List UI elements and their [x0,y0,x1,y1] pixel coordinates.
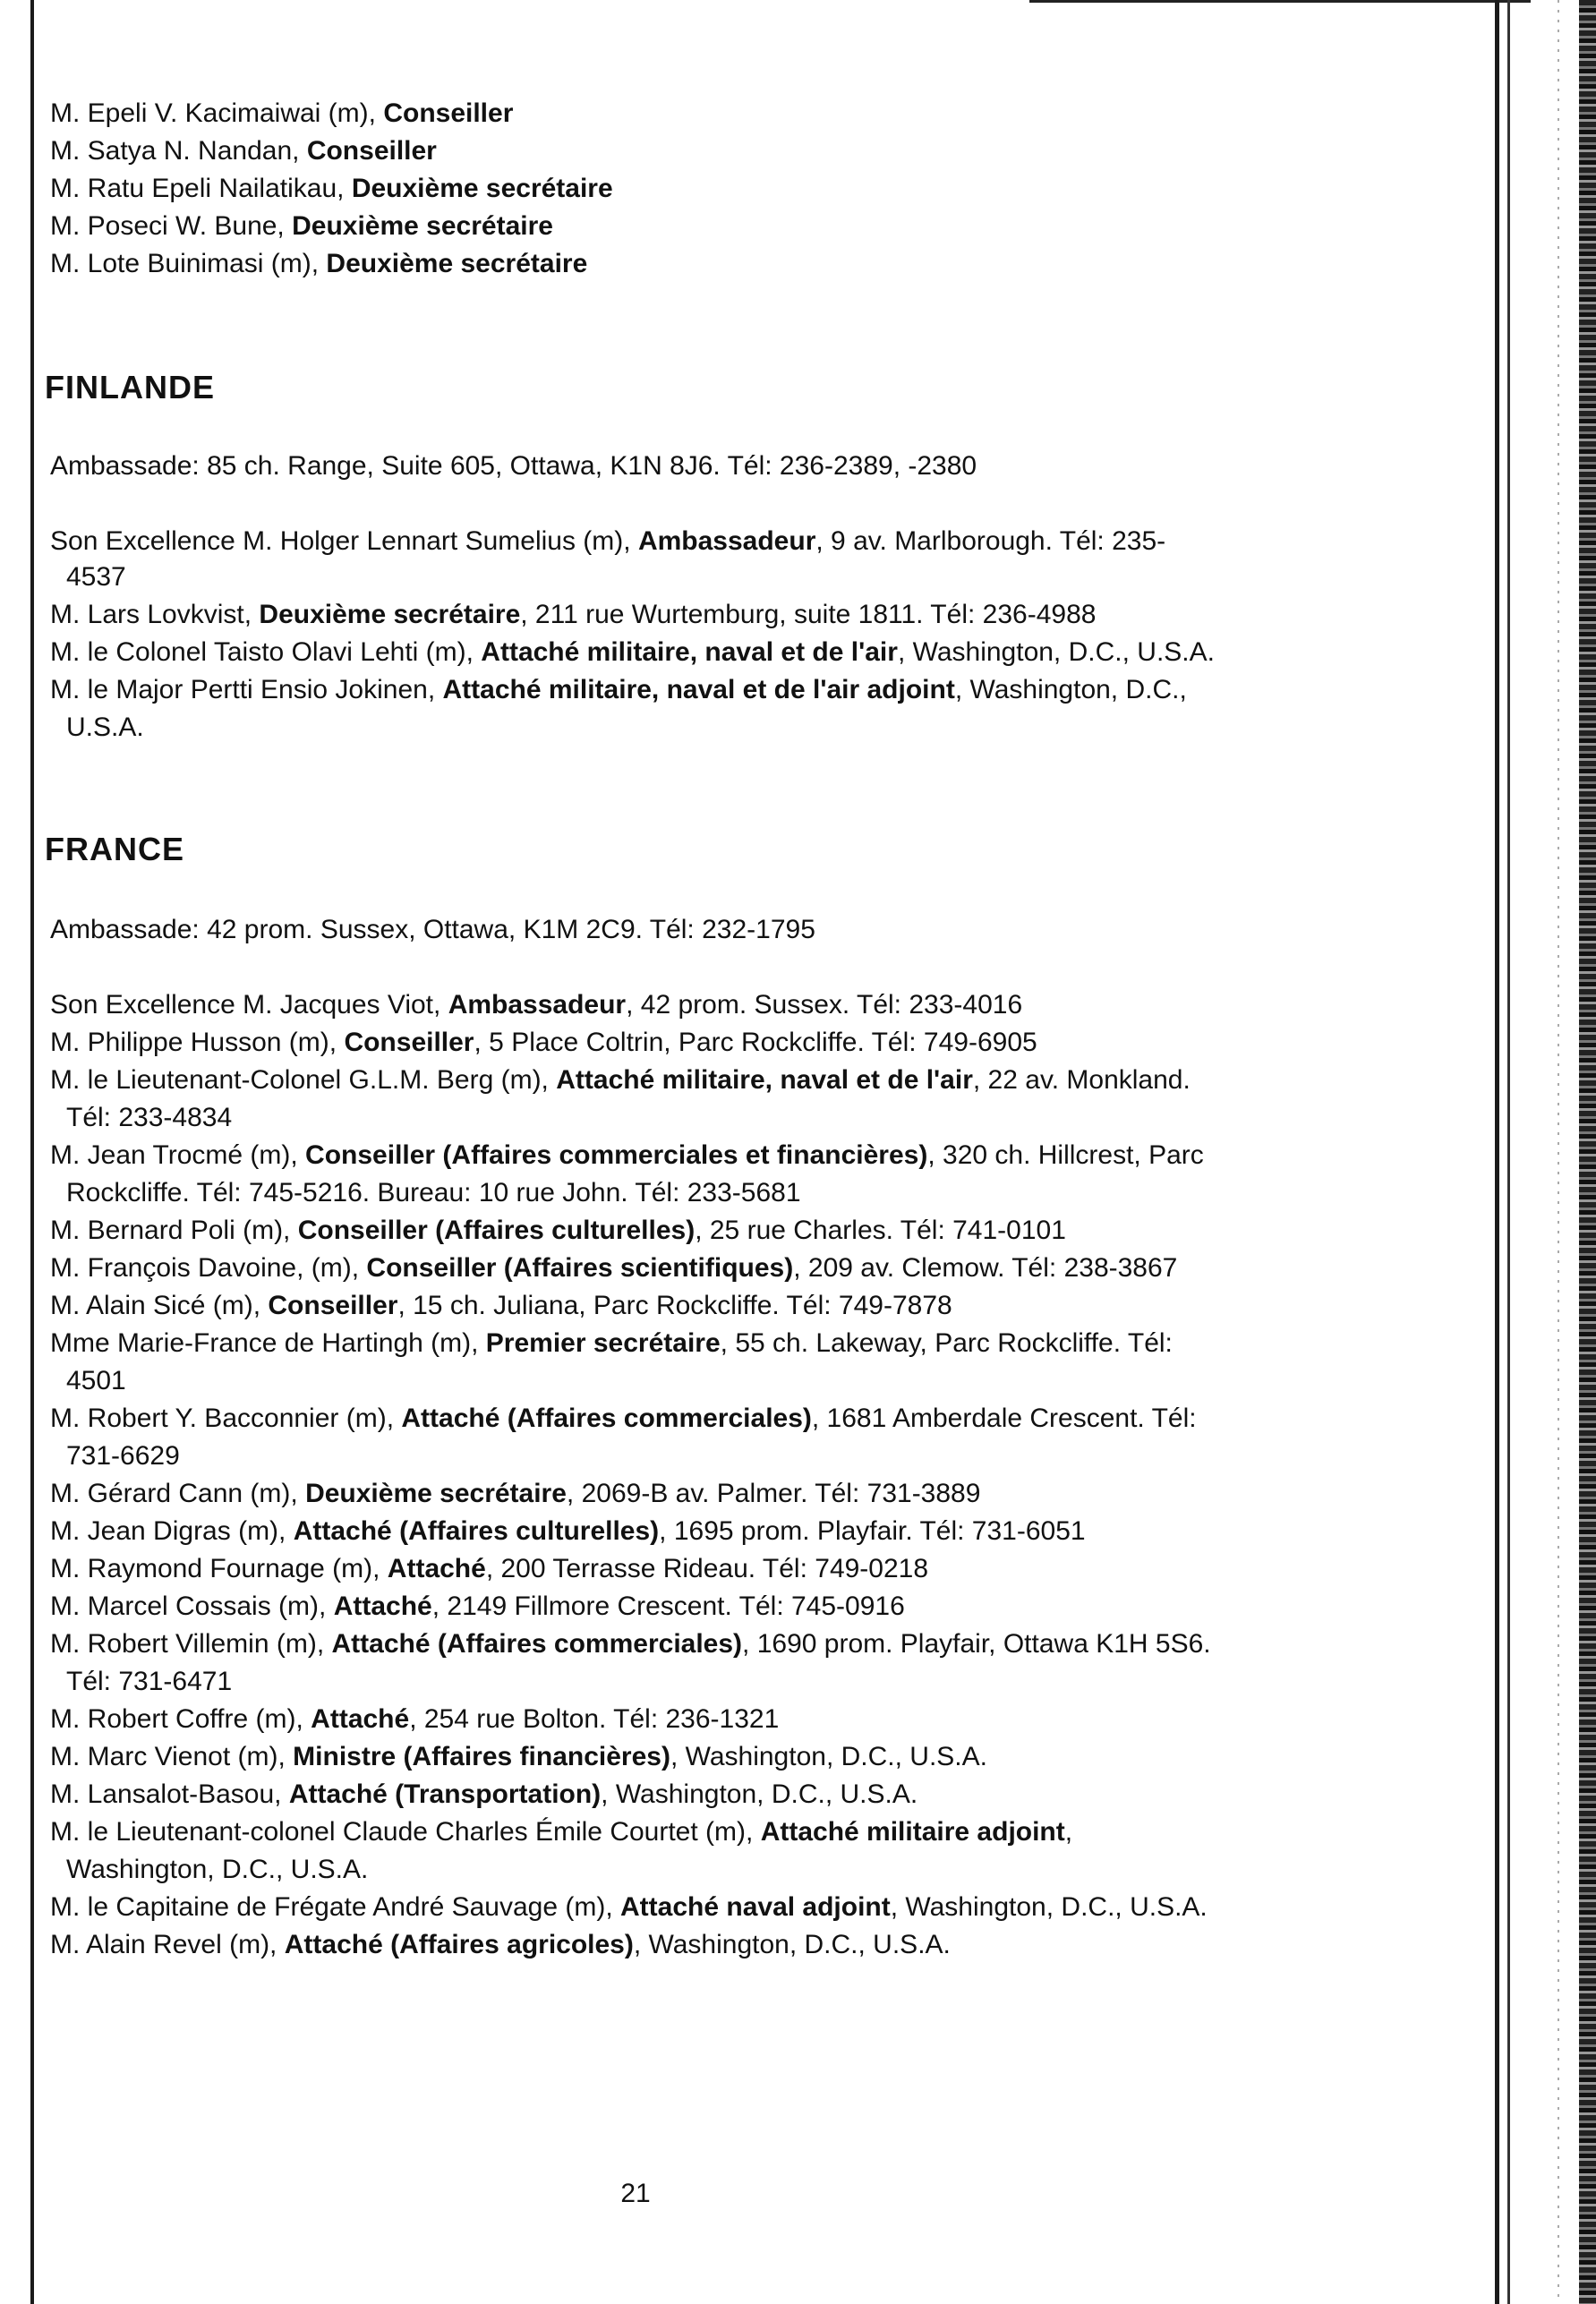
entry-name: M. le Lieutenant-Colonel G.L.M. Berg (m), [50,1065,557,1095]
france-entry [50,1325,1173,1361]
finlande-entry-3: M. le Colonel Taisto Olavi Lehti (m), Attaché militaire, naval et de l'air, Washington, D.C., U.S.A. [50,637,1215,667]
entry-role: Deuxième secrétaire [292,211,553,241]
entry-details: , 42 prom. Sussex. Tél: 233-4016 [626,990,1023,1020]
scan-edge-top [1029,0,1531,3]
france-entry [50,1701,779,1737]
entry-name: M. Epeli V. Kacimaiwai (m), [50,98,384,128]
entry-role: Deuxième secrétaire [351,174,613,203]
entry-details: , 5 Place Coltrin, Parc Rockcliffe. Tél: 749-6905 [474,1028,1037,1057]
entry-details: , [1064,1817,1073,1847]
france-entry [50,1287,952,1324]
entry-details: , 254 rue Bolton. Tél: 236-1321 [409,1704,780,1734]
entry-details: , 55 ch. Lakeway, Parc Rockcliffe. Tél: [720,1328,1173,1358]
entry-name: M. Philippe Husson (m), [50,1028,345,1057]
fiji-entry-4 [50,208,553,244]
france-entry [50,1475,980,1512]
entry-details: , 25 rue Charles. Tél: 741-0101 [695,1216,1066,1245]
france-entry [50,1926,951,1963]
france-entry [50,986,1022,1023]
france-entry-cont: Tél: 731-6471 [66,1667,233,1696]
entry-name: M. le Capitaine de Frégate André Sauvage (m), [50,1892,621,1922]
entry-role: Attaché [387,1554,486,1583]
entry-name: M. Raymond Fournage (m), [50,1554,388,1583]
finlande-entry-4-cont: U.S.A. [66,713,144,742]
entry-role: Attaché militaire, naval et de l'air [556,1065,973,1095]
entry-details: , 22 av. Monkland. [972,1065,1191,1095]
entry-name: M. Satya N. Nandan, [50,136,307,166]
binding-edge-left [30,0,34,2304]
scan-edge-right-inner [1507,0,1510,2304]
france-entry-cont: Tél: 233-4834 [66,1103,233,1132]
entry-details: , 209 av. Clemow. Tél: 238-3867 [793,1253,1178,1283]
entry-name: M. François Davoine, (m), [50,1253,367,1283]
entry-name: M. le Lieutenant-colonel Claude Charles Émile Courtet (m), [50,1817,761,1847]
entry-role: Conseiller [344,1028,474,1057]
entry-name: M. Lote Buinimasi (m), [50,249,327,278]
entry-role: Conseiller (Affaires commerciales et financières) [305,1140,928,1170]
france-entry [50,1738,987,1775]
entry-details: , 15 ch. Juliana, Parc Rockcliffe. Tél: 749-7878 [397,1291,952,1320]
finlande-entry-4: M. le Major Pertti Ensio Jokinen, Attaché militaire, naval et de l'air adjoint, Washington, D.C., [50,675,1187,704]
entry-role: Attaché (Affaires commerciales) [401,1404,812,1433]
entry-details: , Washington, D.C., U.S.A. [633,1930,951,1959]
finlande-entry-1-cont: 4537 [66,562,126,592]
entry-role: Attaché (Affaires commerciales) [331,1629,743,1659]
entry-details: , 2069-B av. Palmer. Tél: 731-3889 [566,1479,981,1508]
entry-name: Mme Marie-France de Hartingh (m), [50,1328,486,1358]
entry-role: Ambassadeur [448,990,627,1020]
france-entry-cont: 4501 [66,1366,126,1395]
entry-role: Deuxième secrétaire [305,1479,567,1508]
entry-role: Conseiller [383,98,514,128]
france-entry [50,1062,1191,1098]
scan-edge-right-dots [1558,0,1559,2304]
france-entry [50,1889,1208,1925]
fiji-entry-5 [50,245,587,282]
scan-edge-right-outer [1579,0,1596,2304]
france-entry [50,1813,1072,1850]
entry-details: , 1690 prom. Playfair, Ottawa K1H 5S6. [742,1629,1211,1659]
entry-name: M. Poseci W. Bune, [50,211,293,241]
section-heading-finlande: FINLANDE [45,369,215,405]
entry-name: M. Robert Villemin (m), [50,1629,332,1659]
entry-role: Premier secrétaire [485,1328,721,1358]
entry-role: Attaché (Affaires culturelles) [293,1516,660,1546]
france-entry [50,1137,1204,1173]
entry-role: Conseiller (Affaires culturelles) [297,1216,696,1245]
france-entry-cont: Rockcliffe. Tél: 745-5216. Bureau: 10 rue John. Tél: 233-5681 [66,1178,801,1207]
entry-role: Attaché militaire adjoint [760,1817,1065,1847]
france-entry [50,1250,1177,1286]
entry-name: M. Robert Y. Bacconnier (m), [50,1404,402,1433]
fiji-entry-2 [50,132,437,169]
france-entry [50,1626,1211,1662]
entry-name: M. Marc Vienot (m), [50,1742,294,1771]
page-number: 21 [620,2179,651,2208]
entry-role: Conseiller [306,136,437,166]
scan-edge-right [1495,0,1499,2304]
entry-role: Conseiller [268,1291,398,1320]
france-entry [50,1024,1037,1061]
france-entry-cont: 731-6629 [66,1441,180,1471]
section-heading-france: FRANCE [45,831,184,867]
france-entry [50,1513,1086,1549]
entry-role: Attaché [311,1704,410,1734]
entry-details: , 200 Terrasse Rideau. Tél: 749-0218 [485,1554,929,1583]
france-entry [50,1776,917,1813]
entry-name: Son Excellence M. Jacques Viot, [50,990,448,1020]
entry-details: , Washington, D.C., U.S.A. [890,1892,1208,1922]
france-entry-cont: Washington, D.C., U.S.A. [66,1855,369,1884]
entry-name: M. Robert Coffre (m), [50,1704,312,1734]
france-entry [50,1212,1066,1249]
entry-details: , 1681 Amberdale Crescent. Tél: [811,1404,1197,1433]
finlande-entry-1: Son Excellence M. Holger Lennart Sumelius (m), Ambassadeur, 9 av. Marlborough. Tél: 235- [50,526,1166,556]
entry-name: M. Marcel Cossais (m), [50,1591,334,1621]
finlande-embassy: Ambassade: 85 ch. Range, Suite 605, Ottawa, K1N 8J6. Tél: 236-2389, -2380 [50,451,977,481]
entry-role: Attaché [333,1591,432,1621]
entry-details: , 320 ch. Hillcrest, Parc [927,1140,1204,1170]
entry-details: , Washington, D.C., U.S.A. [601,1779,918,1809]
fiji-entry-1 [50,95,513,132]
entry-role: Attaché (Transportation) [288,1779,602,1809]
entry-name: M. Jean Digras (m), [50,1516,294,1546]
entry-role: Conseiller (Affaires scientifiques) [366,1253,794,1283]
entry-name: M. Alain Revel (m), [50,1930,285,1959]
entry-name: M. Lansalot-Basou, [50,1779,289,1809]
entry-name: M. Jean Trocmé (m), [50,1140,306,1170]
entry-role: Attaché naval adjoint [620,1892,891,1922]
france-entry [50,1400,1197,1437]
entry-name: M. Gérard Cann (m), [50,1479,306,1508]
entry-name: M. Bernard Poli (m), [50,1216,298,1245]
entry-details: , Washington, D.C., U.S.A. [670,1742,987,1771]
france-entry [50,1550,928,1587]
entry-role: Deuxième secrétaire [326,249,588,278]
france-embassy: Ambassade: 42 prom. Sussex, Ottawa, K1M 2C9. Tél: 232-1795 [50,915,815,944]
finlande-entry-2: M. Lars Lovkvist, Deuxième secrétaire, 211 rue Wurtemburg, suite 1811. Tél: 236-4988 [50,600,1097,629]
entry-role: Attaché (Affaires agricoles) [284,1930,634,1959]
entry-role: Ministre (Affaires financières) [293,1742,670,1771]
fiji-entry-3 [50,170,613,207]
entry-name: M. Ratu Epeli Nailatikau, [50,174,352,203]
entry-details: , 2149 Fillmore Crescent. Tél: 745-0916 [431,1591,905,1621]
france-entry [50,1588,905,1625]
entry-details: , 1695 prom. Playfair. Tél: 731-6051 [659,1516,1086,1546]
entry-name: M. Alain Sicé (m), [50,1291,269,1320]
